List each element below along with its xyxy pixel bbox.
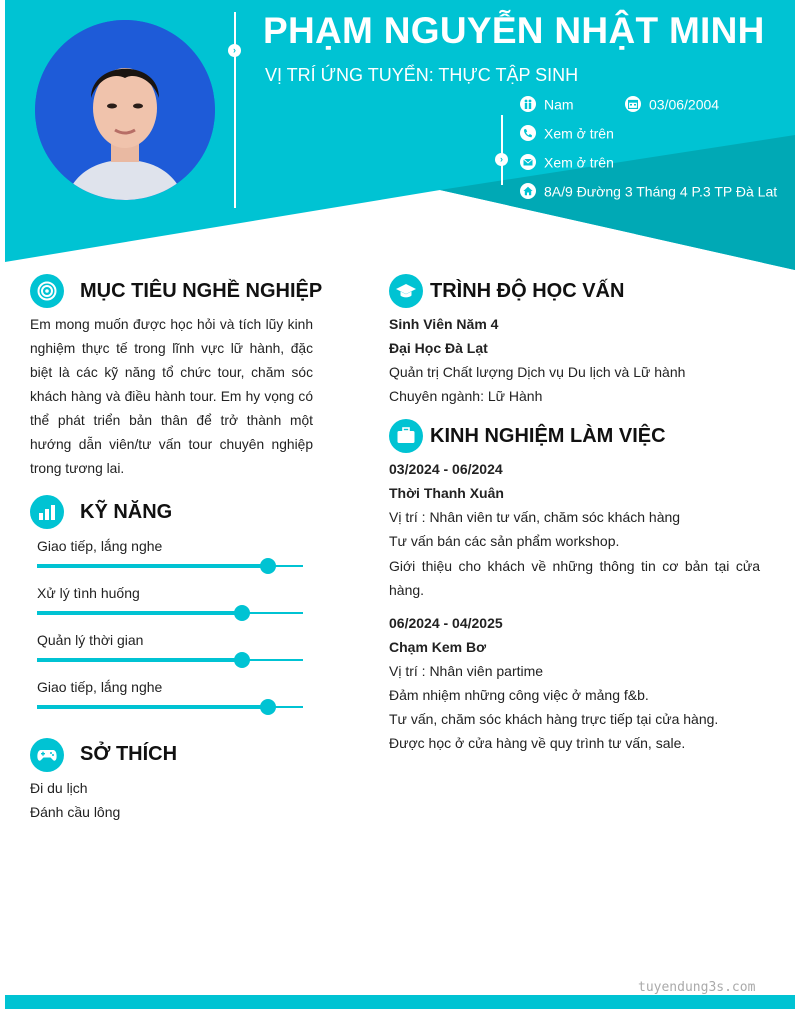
skill-label: Xử lý tình huống <box>37 585 140 601</box>
education-major: Chuyên ngành: Lữ Hành <box>389 388 543 404</box>
envelope-icon <box>520 154 536 170</box>
chevron-right-icon: › <box>495 153 508 166</box>
address-info <box>520 182 777 199</box>
education-school: Đại Học Đà Lạt <box>389 340 488 356</box>
education-title: TRÌNH ĐỘ HỌC VẤN <box>430 280 625 302</box>
skill-bar <box>37 565 303 567</box>
job-detail: Tư vấn bán các sản phẩm workshop. <box>389 533 620 549</box>
hobby-item: Đi du lịch <box>30 780 88 796</box>
skill-bar <box>37 612 303 614</box>
email-info <box>520 153 614 170</box>
gender-value: Nam <box>544 96 574 113</box>
job-detail: Được học ở cửa hàng về quy trình tư vấn, sale. <box>389 735 686 751</box>
skill-bar-knob <box>260 558 276 574</box>
objective-title: MỤC TIÊU NGHỀ NGHIỆP <box>80 280 323 302</box>
skill-bar-fill <box>37 658 242 662</box>
phone-icon <box>520 125 536 141</box>
job-detail: Đảm nhiệm những công việc ở mảng f&b. <box>389 687 649 703</box>
hobbies-title: SỞ THÍCH <box>80 743 178 765</box>
skill-bar <box>37 659 303 661</box>
address-value: 8A/9 Đường 3 Tháng 4 P.3 TP Đà Lat <box>544 183 778 200</box>
target-icon <box>30 274 64 308</box>
calendar-icon <box>625 96 641 112</box>
skill-bar-fill <box>37 611 242 615</box>
gender-icon <box>520 96 536 112</box>
email-value: Xem ở trên <box>544 154 614 171</box>
job-period: 03/2024 - 06/2024 <box>389 461 503 477</box>
skill-bar-knob <box>260 699 276 715</box>
skill-bar-fill <box>37 705 268 709</box>
candidate-name: PHẠM NGUYỄN NHẬT MINH <box>263 10 765 51</box>
education-level: Sinh Viên Năm 4 <box>389 316 499 332</box>
skill-bar-fill <box>37 564 268 568</box>
job-detail: Vị trí : Nhân viên tư vấn, chăm sóc khách hàng <box>389 509 681 525</box>
gender-info <box>520 95 574 112</box>
hobby-item: Đánh cầu lông <box>30 804 121 820</box>
chevron-right-icon: › <box>228 44 241 57</box>
footer-bar <box>5 995 795 1009</box>
job-detail: Giới thiệu cho khách về những thông tin cơ bản tại cửa hàng. <box>389 558 760 598</box>
contact-divider-line <box>501 115 503 185</box>
avatar <box>35 20 215 200</box>
gamepad-icon <box>30 738 64 772</box>
watermark: tuyendung3s.com <box>638 980 756 995</box>
skill-bar <box>37 706 303 708</box>
skill-label: Giao tiếp, lắng nghe <box>37 679 163 695</box>
phone-value: Xem ở trên <box>544 125 614 142</box>
header-divider-line <box>234 12 236 208</box>
birthdate-info <box>625 95 719 112</box>
graduation-cap-icon <box>389 274 423 308</box>
job-company: Thời Thanh Xuân <box>389 485 504 501</box>
skills-title: KỸ NĂNG <box>80 501 173 523</box>
skill-label: Quản lý thời gian <box>37 632 144 648</box>
job-detail: Tư vấn, chăm sóc khách hàng trực tiếp tại cửa hàng. <box>389 711 719 727</box>
skill-bar-knob <box>234 652 250 668</box>
briefcase-icon <box>389 419 423 453</box>
phone-info <box>520 124 614 141</box>
experience-title: KINH NGHIỆM LÀM VIỆC <box>430 425 666 447</box>
applied-position: VỊ TRÍ ỨNG TUYỂN: THỰC TẬP SINH <box>265 65 579 85</box>
job-detail: Vị trí : Nhân viên partime <box>389 663 544 679</box>
objective-text: Em mong muốn được học hỏi và tích lũy kinh nghiệm thực tế trong lĩnh vực lữ hành, đặc biệt là các kỹ năng tổ chức tour, chăm sóc khách hàng và điều hành tour. Em hy vọng có thể phát triển bản thân để trở thành một hướng dẫn viên/tư vấn tour chuyên nghiệp trong tương lai. <box>30 317 313 476</box>
job-company: Chạm Kem Bơ <box>389 639 487 655</box>
bar-chart-icon <box>30 495 64 529</box>
education-program: Quản trị Chất lượng Dịch vụ Du lịch và Lữ hành <box>389 364 686 380</box>
skill-label: Giao tiếp, lắng nghe <box>37 538 163 554</box>
home-icon <box>520 183 536 199</box>
job-period: 06/2024 - 04/2025 <box>389 615 503 631</box>
skill-bar-knob <box>234 605 250 621</box>
birthdate-value: 03/06/2004 <box>649 96 720 113</box>
